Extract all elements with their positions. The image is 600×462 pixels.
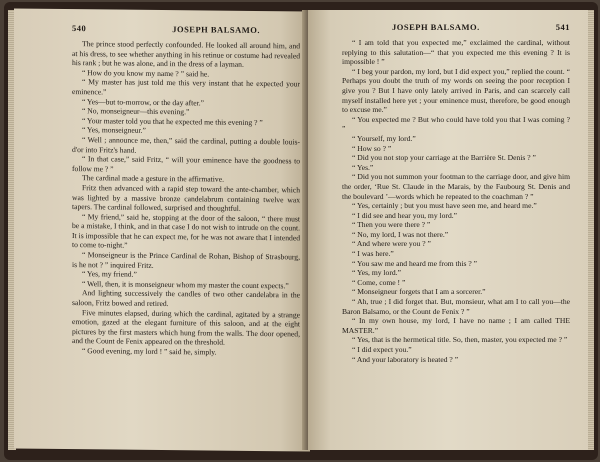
paragraph: “ Your master told you that he expected me this evening ? ” [82,115,263,127]
left-page [14,8,310,451]
paragraph: “ Then you were there ? ” [352,220,431,230]
right-running-title: JOSEPH BALSAMO. [392,22,480,32]
paragraph: “ Yes, certainly ; but you must have seen me, and heard me.” [352,201,537,211]
paragraph: And lighting successively the candles of two other candelabra in the saloon, Fritz bowed and retired. [72,288,300,309]
paragraph: “ You expected me ? But who could have told you that I was coming ? ” [342,114,570,134]
paragraph: The cardinal made a gesture in the affirmative. [82,173,224,184]
paragraph: “ Yes, my lord.” [352,268,401,278]
paragraph: “ Ah, true ; I did forget that. But, monsieur, what am I to call you—the Baron Balsamo, or the Count de Fenix ? ” [342,297,570,316]
paragraph: “ Yes, monseigneur.” [82,125,146,136]
paragraph: “ Yes—but to-morrow, or the day after.” [82,96,205,108]
paragraph: “ Come, come ! ” [352,277,406,287]
right-page-number: 541 [555,22,570,32]
paragraph: “ Yourself, my lord.” [352,133,416,143]
paragraph: “ No, monseigneur—this evening.” [82,106,190,117]
paragraph: “ In that case,” said Fritz, “ will your eminence have the goodness to follow me ? ” [72,154,300,174]
paragraph: “ How do you know my name ? ” said he. [82,67,210,79]
paragraph: “ No, my lord, I was not there.” [352,229,449,239]
paragraph: “ Monseigneur forgets that I am a sorcerer.” [352,287,486,297]
paragraph: “ Well, then, it is monseigneur whom my master the count expects.” [82,279,289,291]
paragraph: “ You saw me and heard me from this ? ” [352,258,478,268]
paragraph: “ How so ? ” [352,143,392,153]
paragraph: “ And your laboratory is heated ? ” [352,354,459,364]
paragraph: “ Did you not stop your carriage at the Barrière St. Denis ? ” [352,153,536,163]
paragraph: “ Yes, that is the hermetical title. So, then, master, you expected me ? ” [352,335,568,345]
left-running-head [72,23,290,35]
paragraph: Five minutes elapsed, during which the cardinal, agitated by a strange emotion, gazed at the elegant furniture of this saloon, and at the eight pictures by the first masters which hung from the walls. The door opened, and the Count de Fenix appeared on the threshold. [72,307,300,348]
paragraph: “ I was here.” [352,249,394,259]
paragraph: “ Did you not summon your footman to the carriage door, and give him the order, ‘Rue St. Claude in the Marais, by the Faubourg St. Denis and the boulevard ’—words which he repeated to the coachman ? ” [342,172,570,201]
right-running-head [342,22,570,32]
paragraph: “ And where were you ? ” [352,239,431,249]
paragraph: “ I am told that you expected me,” exclaimed the cardinal, without replying to this salutation—“ that you expected me this evening ? It is impossible ! ” [342,38,570,67]
paragraph: “ Yes, my friend.” [82,269,137,279]
left-page-number: 540 [72,23,87,34]
paragraph: “ Monseigneur is the Prince Cardinal de Rohan, Bishop of Strasbourg, is he not ? ” inquired Fritz. [72,250,300,270]
paragraph: “ I did expect you.” [352,345,412,354]
paragraph: The prince stood perfectly confounded. He looked all around him, and at his dress, to see whether anything in his retinue or costume had revealed his rank ; but he was alone, and in the dress of a layman. [72,39,300,70]
paragraph: “ In my own house, my lord, I have no name ; I am called THE MASTER.” [342,316,570,335]
paragraph: “ Good evening, my lord ! ” said he, simply. [82,346,217,357]
right-page [308,10,588,450]
left-page-text [72,39,300,358]
paragraph: “ Yes.” [352,162,374,172]
paragraph: Fritz then advanced with a rapid step toward the ante-chamber, which was lighted by a massive bronze candelabrum containing twelve wax tapers. The cardinal followed, surprised and thoughtful. [72,183,300,213]
paragraph: “ I did see and hear you, my lord.” [352,210,458,220]
paragraph: “ My master has just told me this very instant that he expected your eminence.” [72,77,300,97]
paragraph: “ My friend,” said he, stopping at the door of the saloon, “ there must be a mistake, I think, and in that case I do not wish to intrude on the count. It is impossible that he can expect me, for he was not aware that I intended to come to-night.” [72,211,300,251]
right-page-text [342,38,570,364]
paragraph: “ Well ; announce me, then,” said the cardinal, putting a double louis-d'or into Fritz's hand. [72,135,300,155]
paragraph: “ I beg your pardon, my lord, but I did expect you,” replied the count. “ Perhaps you doubt the truth of my words on seeing the poor reception I give you ? But I have only lately arrived in Paris, and can scarcely call myself installed here yet ; your eminence must, therefore, be good enough to excuse me.” [342,66,570,115]
left-running-title: JOSEPH BALSAMO. [172,24,260,36]
